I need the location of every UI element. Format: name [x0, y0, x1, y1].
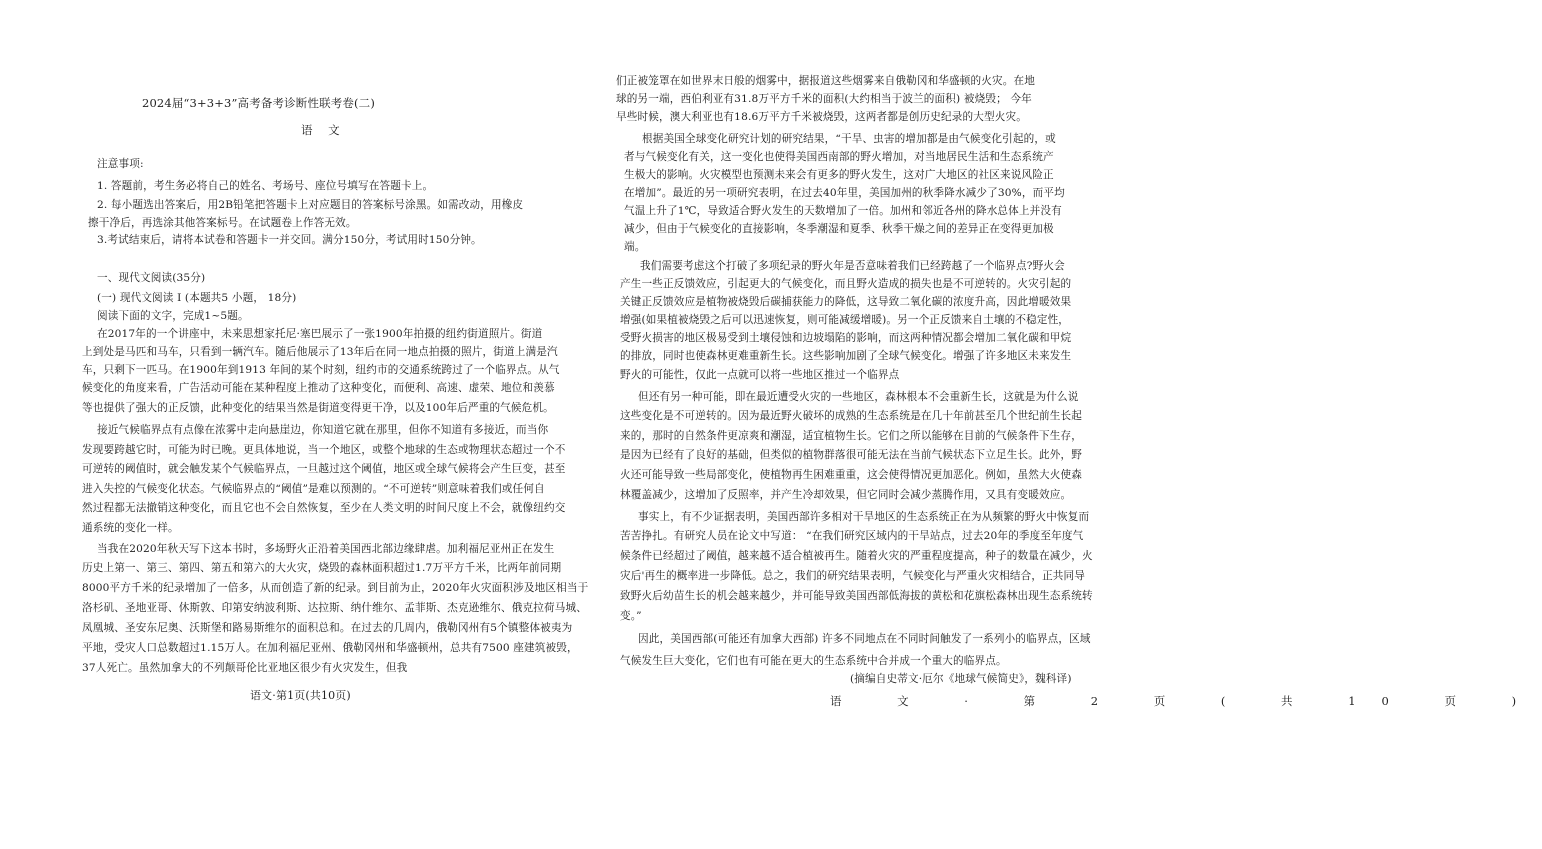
body-line: 来的，那时的自然条件更凉爽和潮湿，适宜植物生长。它们之所以能够在目前的气候条件下生存，	[620, 430, 1082, 442]
body-line: 关键正反馈效应是植物被烧毁后碳捕获能力的降低，这导致二氧化碳的浓度升高，因此增暖效果	[620, 296, 1072, 308]
notice-heading: 注意事项:	[97, 158, 144, 170]
body-line: 接近气候临界点有点像在浓雾中走向悬崖边，你知道它就在那里，但你不知道有多接近，而当你	[97, 424, 549, 436]
body-line: 气温上升了1℃，导致适合野火发生的天数增加了一倍。加州和邻近各州的降水总体上并没有	[624, 205, 1062, 217]
body-line: 在增加”。最近的另一项研究表明，在过去40年里，美国加州的秋季降水减少了30%，而平均	[624, 187, 1065, 199]
body-line: 8000平方千米的纪录增加了一倍多，从而创造了新的纪录。到目前为止，2020年火灾面积涉及地区相当于	[82, 582, 589, 594]
body-line: 候变化的角度来看，广告活动可能在某种程度上推动了这种变化，而便利、高速、虚荣、地位和羡慕	[82, 382, 555, 394]
notice-item: 1. 答题前，考生务必将自己的姓名、考场号、座位号填写在答题卡上。	[97, 180, 434, 192]
body-line: 事实上，有不少证据表明，美国西部许多相对干旱地区的生态系统正在为从频繁的野火中恢复而	[638, 511, 1090, 523]
left-page	[80, 0, 590, 849]
body-line: 受野火损害的地区极易受到土壤侵蚀和边坡塌陷的影响，而这两种情况都会增加二氧化碳和甲烷	[620, 332, 1072, 344]
body-line: 在2017年的一个讲座中，未来思想家托尼·塞巴展示了一张1900年拍摄的纽约街道照片。街道	[97, 328, 543, 340]
body-line: 平地，受灾人口总数超过1.15万人。在加利福尼亚州、俄勒冈州和华盛顿州，总共有7500 座建筑被毁，	[82, 642, 578, 654]
body-line: 气候发生巨大变化，它们也有可能在更大的生态系统中合并成一个重大的临界点。	[620, 655, 1007, 667]
body-line: 候条件已经超过了阈值，越来越不适合植被再生。随着火灾的严重程度提高，种子的数量在减少，火	[620, 550, 1093, 562]
body-line: 洛杉矶、圣地亚哥、休斯敦、印第安纳波利斯、达拉斯、纳什维尔、孟菲斯、杰克逊维尔、俄克拉荷马城、	[82, 602, 587, 614]
body-line: 历史上第一、第三、第四、第五和第六的大火灾，烧毁的森林面积超过1.7万平方千米，比两年前同期	[82, 562, 562, 574]
source-citation: (摘编自史蒂文·厄尔《地球气候简史》，魏科译)	[850, 673, 1072, 685]
body-line: 减少，但由于气候变化的直接影响，冬季潮湿和夏季、秋季干燥之间的差异正在变得更加极	[624, 223, 1054, 235]
subject-title: 语 文	[301, 123, 346, 137]
body-line: 我们需要考虑这个打破了多项纪录的野火年是否意味着我们已经跨越了一个临界点?野火会	[640, 260, 1065, 272]
body-line: 当我在2020年秋天写下这本书时，多场野火正沿着美国西北部边缘肆虐。加利福尼亚州正在发生	[97, 543, 555, 555]
body-line: 们正被笼罩在如世界末日般的烟雾中，据报道这些烟雾来自俄勒冈和华盛顿的火灾。在地	[616, 75, 1036, 87]
body-line: 球的另一端，西伯利亚有31.8万平方千米的面积(大约相当于波兰的面积) 被烧毁； 今年	[616, 93, 1032, 105]
body-line: 火还可能导致一些局部变化，使植物再生困难重重，这会使得情况更加恶化。例如，虽然大火使森	[620, 469, 1082, 481]
body-line: 进入失控的气候变化状态。气候临界点的“阈值”是难以预测的。“不可逆转”则意味着我们或任何自	[82, 483, 545, 495]
page-footer: 语 文 · 第 2 页 ( 共 10 页 )	[830, 694, 1542, 708]
body-line: 灾后'再生的概率进一步降低。总之，我们的研究结果表明，气候变化与严重火灾相结合，正共同导	[620, 570, 1086, 582]
body-line: 苦苦挣扎。有研究人员在论文中写道： “在我们研究区域内的干旱站点，过去20年的季度至年度气	[620, 530, 1084, 542]
section-heading: 一、现代文阅读(35分)	[97, 272, 206, 284]
notice-item: 擦干净后，再选涂其他答案标号。在试题卷上作答无效。	[88, 217, 357, 229]
instruction: 阅读下面的文字，完成1~5题。	[97, 310, 249, 322]
body-line: 37人死亡。虽然加拿大的不列颠哥伦比亚地区很少有火灾发生，但我	[82, 662, 408, 674]
body-line: 然过程都无法撤销这种变化，而且它也不会自然恢复，至少在人类文明的时间尺度上不会，就像纽约交	[82, 502, 566, 514]
body-line: 端。	[624, 241, 646, 253]
body-line: 凤凰城、圣安东尼奥、沃斯堡和路易斯维尔的面积总和。在过去的几周内，俄勒冈州有5个镇整体被夷为	[82, 622, 573, 634]
subsection-heading: (一) 现代文阅读 Ⅰ (本题共5 小题， 18分)	[97, 292, 297, 304]
body-line: 上到处是马匹和马车，只看到一辆汽车。随后他展示了13年后在同一地点拍摄的照片，街道上满是汽	[82, 346, 558, 358]
body-line: 生极大的影响。火灾模型也预测未来会有更多的野火发生，这对广大地区的社区来说风险正	[624, 169, 1054, 181]
body-line: 根据美国全球变化研究计划的研究结果，“干旱、虫害的增加都是由气候变化引起的，或	[642, 133, 1056, 145]
notice-item: 3.考试结束后，请将本试卷和答题卡一并交回。满分150分，考试用时150分钟。	[97, 234, 482, 246]
notice-item: 2. 每小题选出答案后，用2B铅笔把答题卡上对应题目的答案标号涂黑。如需改动，用橡皮	[97, 199, 524, 211]
body-line: 是因为已经有了良好的基础，但类似的植物群落很可能无法在当前气候状态下立足生长。此外，野	[620, 449, 1082, 461]
exam-title: 2024届“3+3+3”高考备考诊断性联考卷(二)	[142, 96, 375, 110]
body-line: 野火的可能性，仅此一点就可以将一些地区推过一个临界点	[620, 369, 900, 381]
body-line: 者与气候变化有关，这一变化也使得美国西南部的野火增加，对当地居民生活和生态系统产	[624, 151, 1054, 163]
body-line: 产生一些正反馈效应，引起更大的气候变化，而且野火造成的损失也是不可逆转的。火灾引起的	[620, 278, 1072, 290]
body-line: 车，只剩下一匹马。在1900年到1913 年间的某个时刻，纽约市的交通系统跨过了一个临界点。从气	[82, 364, 560, 376]
page-footer: 语文·第1页(共10页)	[250, 689, 351, 702]
body-line: 发现要跨越它时，可能为时已晚。更具体地说，当一个地区，或整个地球的生态或物理状态超过一个不	[82, 444, 566, 456]
body-line: 等也提供了强大的正反馈，此种变化的结果当然是街道变得更干净，以及100年后严重的气候危机。	[82, 402, 554, 414]
right-page	[612, 0, 1542, 849]
body-line: 因此，美国西部(可能还有加拿大西部) 许多不同地点在不同时间触发了一系列小的临界点，区域	[638, 633, 1091, 645]
body-line: 的排放，同时也使森林更难重新生长。这些影响加剧了全球气候变化。增强了许多地区未来发生	[620, 350, 1072, 362]
body-line: 增强(如果植被烧毁之后可以迅速恢复，则可能减缓增暖)。另一个正反馈来自土壤的不稳定性，	[620, 314, 1070, 326]
body-line: 林覆盖减少，这增加了反照率，并产生冷却效果，但它同时会减少蒸腾作用，又具有变暖效应。	[620, 489, 1072, 501]
body-line: 变。”	[620, 610, 642, 622]
body-line: 但还有另一种可能，即在最近遭受火灾的一些地区，森林根本不会重新生长，这就是为什么说	[638, 391, 1079, 403]
body-line: 通系统的变化一样。	[82, 522, 179, 534]
body-line: 早些时候，澳大利亚也有18.6万平方千米被烧毁，这两者都是创历史纪录的大型火灾。	[616, 111, 1027, 123]
body-line: 致野火后幼苗生长的机会越来越少，并可能导致美国西部低海拔的黄松和花旗松森林出现生态系统转	[620, 590, 1093, 602]
body-line: 这些变化是不可逆转的。因为最近野火破坏的成熟的生态系统是在几十年前甚至几个世纪前生长起	[620, 410, 1082, 422]
body-line: 可逆转的阈值时，就会触发某个气候临界点，一旦越过这个阈值，地区或全球气候将会产生巨变，甚至	[82, 463, 566, 475]
